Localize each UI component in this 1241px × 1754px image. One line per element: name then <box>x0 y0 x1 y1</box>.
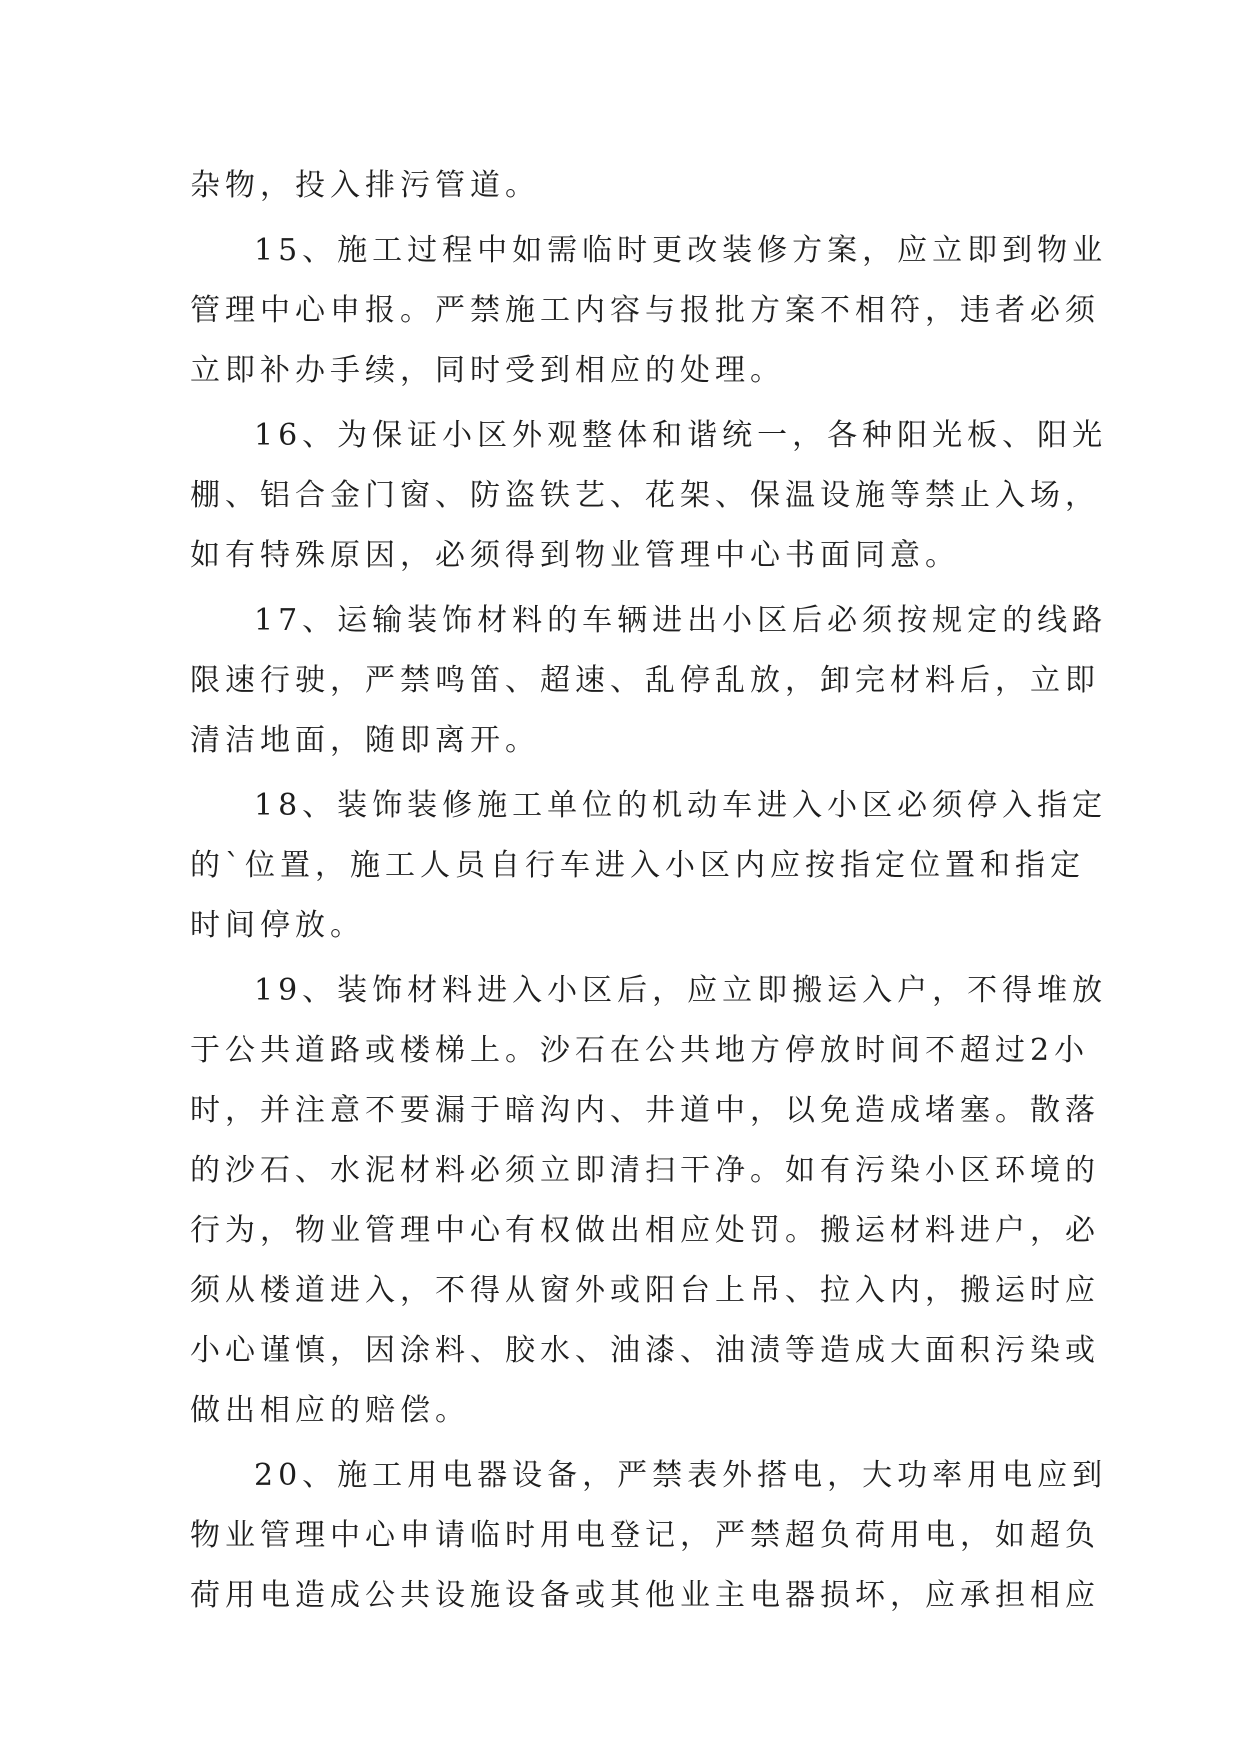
text-line: 荷用电造成公共设施设备或其他业主电器损坏，应承担相应 <box>190 1578 1100 1613</box>
text-line: 的`位置，施工人员自行车进入小区内应按指定位置和指定 <box>190 848 1085 883</box>
text-line: 于公共道路或楼梯上。沙石在公共地方停放时间不超过2小 <box>190 1033 1090 1068</box>
text-line: 物业管理中心申请临时用电登记，严禁超负荷用电，如超负 <box>190 1518 1100 1553</box>
text-line: 如有特殊原因，必须得到物业管理中心书面同意。 <box>190 538 960 573</box>
text-line: 的沙石、水泥材料必须立即清扫干净。如有污染小区环境的 <box>190 1153 1100 1188</box>
text-line: 做出相应的赔偿。 <box>190 1393 470 1428</box>
text-line: 管理中心申报。严禁施工内容与报批方案不相符，违者必须 <box>190 293 1100 328</box>
text-line: 立即补办手续，同时受到相应的处理。 <box>190 353 785 388</box>
paragraph-17-first-line: 17、运输装饰材料的车辆进出小区后必须按规定的线路 <box>254 603 1108 638</box>
document-body <box>190 156 1108 1626</box>
text-line: 行为，物业管理中心有权做出相应处罚。搬运材料进户，必 <box>190 1213 1100 1248</box>
text-line: 时，并注意不要漏于暗沟内、井道中，以免造成堵塞。散落 <box>190 1093 1100 1128</box>
paragraph-18-first-line: 18、装饰装修施工单位的机动车进入小区必须停入指定 <box>254 788 1108 823</box>
text-line: 限速行驶，严禁鸣笛、超速、乱停乱放，卸完材料后，立即 <box>190 663 1100 698</box>
paragraph-15-first-line: 15、施工过程中如需临时更改装修方案，应立即到物业 <box>254 233 1108 268</box>
paragraph-20-first-line: 20、施工用电器设备，严禁表外搭电，大功率用电应到 <box>254 1458 1108 1493</box>
text-line: 棚、铝合金门窗、防盗铁艺、花架、保温设施等禁止入场， <box>190 478 1100 513</box>
text-line: 杂物，投入排污管道。 <box>190 168 540 203</box>
text-line: 小心谨慎，因涂料、胶水、油漆、油渍等造成大面积污染或 <box>190 1333 1100 1368</box>
paragraph-16-first-line: 16、为保证小区外观整体和谐统一，各种阳光板、阳光 <box>254 418 1108 453</box>
text-line: 清洁地面，随即离开。 <box>190 723 540 758</box>
text-line: 时间停放。 <box>190 908 365 943</box>
text-line: 须从楼道进入，不得从窗外或阳台上吊、拉入内，搬运时应 <box>190 1273 1100 1308</box>
paragraph-19-first-line: 19、装饰材料进入小区后，应立即搬运入户，不得堆放 <box>254 973 1108 1008</box>
